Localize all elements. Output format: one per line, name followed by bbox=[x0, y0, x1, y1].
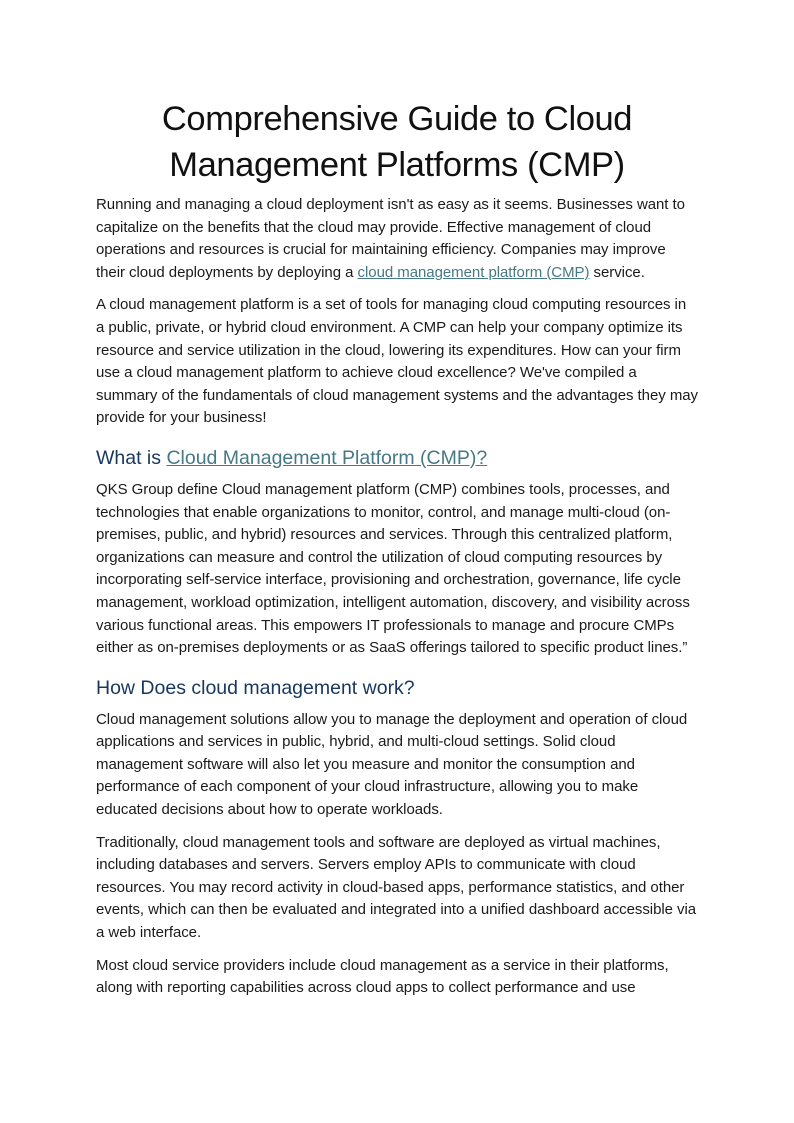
section-heading-what-is-cmp bbox=[96, 445, 698, 471]
section-heading-how-it-works: How Does cloud management work? bbox=[96, 676, 415, 699]
how-it-works-paragraph-1: Cloud management solutions allow you to manage the deployment and operation of cloud applications and services in public, hybrid, and multi-cloud settings. Solid cloud management software will also let you measure and monitor the consumption and performance of each component of your cloud infrastructure, allowing you to make educated decisions about how to operate workloads. bbox=[96, 710, 688, 819]
section-heading-prefix: What is bbox=[96, 446, 167, 469]
how-it-works-paragraph-3: Most cloud service providers include cloud management as a service in their platforms, along with reporting capabilities across cloud apps to collect performance and use bbox=[96, 956, 669, 997]
cmp-heading-link[interactable]: Cloud Management Platform (CMP)? bbox=[166, 446, 488, 469]
how-it-works-paragraph-2: Traditionally, cloud management tools and software are deployed as virtual machines, including databases and servers. Servers employ APIs to communicate with cloud resources. You may record activity in cloud-based apps, performance statistics, and other events, which can then be evaluated and integrated into a unified dashboard accessible via a web interface. bbox=[96, 833, 697, 942]
intro-paragraph-1-tail: service. bbox=[589, 263, 645, 281]
intro-paragraph-1-text: Running and managing a cloud deployment isn't as easy as it seems. Businesses want to capitalize on the benefits that the cloud may provide. Effective management of cloud operations and resources is crucial for maintaining efficiency. Companies may improve their cloud deployments by deploying a bbox=[96, 196, 685, 281]
document-page bbox=[96, 96, 698, 1010]
intro-paragraph-2: A cloud management platform is a set of tools for managing cloud computing resources in a public, private, or hybrid cloud environment. A CMP can help your company optimize its resource and service utilization in the cloud, lowering its expenditures. How can your firm use a cloud management platform to achieve cloud excellence? We've compiled a summary of the fundamentals of cloud management systems and the advantages they may provide for your business! bbox=[96, 296, 699, 427]
page-title: Comprehensive Guide to Cloud Management Platforms (CMP) bbox=[161, 100, 633, 184]
cmp-link[interactable]: cloud management platform (CMP) bbox=[357, 263, 590, 281]
what-is-cmp-paragraph: QKS Group define Cloud management platform (CMP) combines tools, processes, and technologies that enable organizations to monitor, control, and manage multi-cloud (on-premises, public, and hybrid) resources and services. Through this centralized platform, organizations can measure and control the utilization of cloud computing resources by incorporating self-service interface, provisioning and orchestration, governance, life cycle management, workload optimization, intelligent automation, discovery, and visibility across various functional areas. This empowers IT professionals to manage and procure CMPs either as on-premises deployments or as SaaS offerings tailored to specific product lines.” bbox=[96, 480, 690, 657]
intro-paragraph-1 bbox=[96, 194, 698, 284]
